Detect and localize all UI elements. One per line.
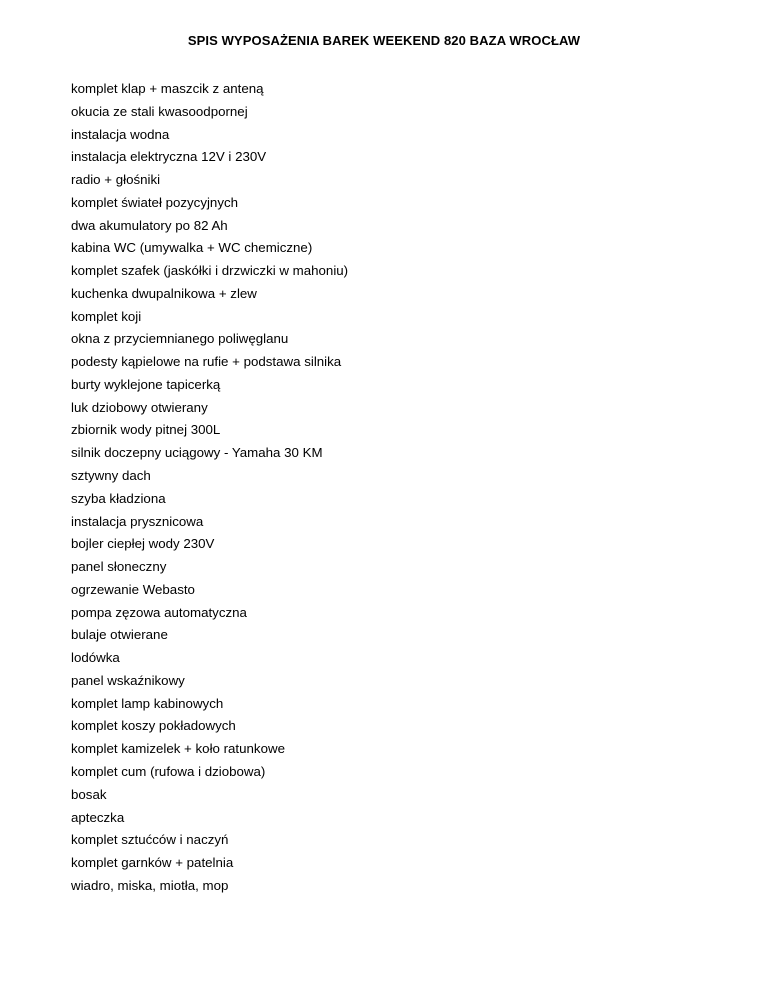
equipment-item: instalacja elektryczna 12V i 230V (71, 149, 267, 165)
equipment-item: pompa zęzowa automatyczna (71, 604, 247, 620)
equipment-item: panel wskaźnikowy (71, 672, 185, 688)
equipment-item: apteczka (71, 809, 125, 825)
equipment-item: bosak (71, 786, 107, 802)
equipment-item: luk dziobowy otwierany (71, 399, 208, 415)
equipment-item: komplet garnków + patelnia (71, 855, 234, 871)
equipment-item: instalacja prysznicowa (71, 513, 204, 529)
equipment-item: bojler ciepłej wody 230V (71, 536, 215, 552)
equipment-item: podesty kąpielowe na rufie + podstawa silnika (71, 354, 342, 370)
equipment-item: kabina WC (umywalka + WC chemiczne) (71, 240, 313, 256)
equipment-item: komplet szafek (jaskółki i drzwiczki w mahoniu) (71, 263, 349, 279)
equipment-item: instalacja wodna (71, 126, 170, 142)
equipment-item: burty wyklejone tapicerką (71, 376, 221, 392)
equipment-item: panel słoneczny (71, 559, 167, 575)
equipment-item: komplet cum (rufowa i dziobowa) (71, 763, 266, 779)
equipment-item: wiadro, miska, miotła, mop (71, 877, 229, 893)
equipment-item: komplet kamizelek + koło ratunkowe (71, 741, 285, 757)
equipment-item: szyba kładziona (71, 490, 166, 506)
equipment-item: komplet sztućców i naczyń (71, 832, 229, 848)
equipment-item: komplet koji (71, 308, 142, 324)
equipment-item: komplet lamp kabinowych (71, 695, 224, 711)
equipment-item: kuchenka dwupalnikowa + zlew (71, 285, 257, 301)
equipment-item: bulaje otwierane (71, 627, 168, 643)
equipment-item: okna z przyciemnianego poliwęglanu (71, 331, 289, 347)
equipment-item: ogrzewanie Webasto (71, 581, 195, 597)
equipment-item: dwa akumulatory po 82 Ah (71, 217, 228, 233)
equipment-item: silnik doczepny uciągowy - Yamaha 30 KM (71, 445, 323, 461)
document-title: SPIS WYPOSAŻENIA BAREK WEEKEND 820 BAZA WROCŁAW (187, 33, 581, 48)
equipment-list (71, 81, 348, 901)
equipment-item: komplet koszy pokładowych (71, 718, 236, 734)
equipment-item: lodówka (71, 650, 120, 666)
equipment-item: sztywny dach (71, 468, 151, 484)
equipment-item: radio + głośniki (71, 172, 161, 188)
equipment-item: zbiornik wody pitnej 300L (71, 422, 221, 438)
equipment-item: komplet świateł pozycyjnych (71, 194, 239, 210)
equipment-item: komplet klap + maszcik z anteną (71, 81, 264, 96)
equipment-item: okucia ze stali kwasoodpornej (71, 103, 248, 119)
